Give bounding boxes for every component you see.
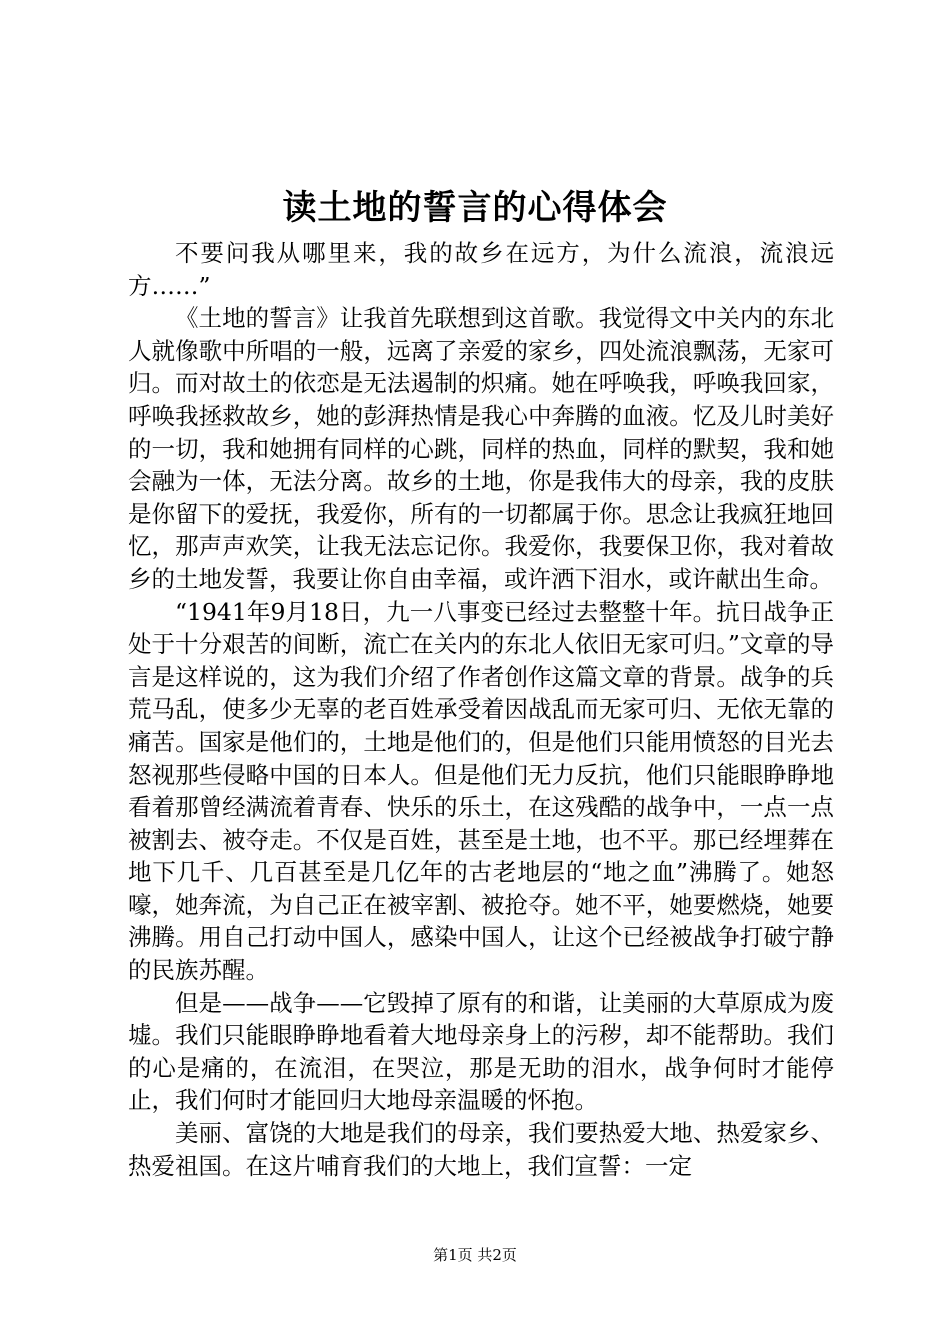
paragraph-1: 不要问我从哪里来，我的故乡在远方，为什么流浪，流浪远方……” — [128, 239, 834, 300]
document-title: 读土地的誓言的心得体会 — [282, 188, 668, 228]
document-body — [128, 237, 834, 1182]
paragraph-4: 但是——战争——它毁掉了原有的和谐，让美丽的大草原成为废墟。我们只能眼睁睁地看着大地母亲身上的污秽，却不能帮助。我们的心是痛的，在流泪，在哭泣，那是无助的泪水，战争何时才能停止，我们何时才能回归大地母亲温暖的怀抱。 — [128, 988, 834, 1115]
paragraph-5: 美丽、富饶的大地是我们的母亲，我们要热爱大地、热爱家乡、热爱祖国。在这片哺育我们的大地上，我们宣誓：一定 — [128, 1119, 834, 1180]
paragraph-3: “1941年9月18日，九一八事变已经过去整整十年。抗日战争正处于十分艰苦的间断，流亡在关内的东北人依旧无家可归。”文章的导言是这样说的，这为我们介绍了作者创作这篇文章的背景。战争的兵荒马乱，使多少无辜的老百姓承受着因战乱而无家可归、无依无靠的痛苦。国家是他们的，土地是他们的，但是他们只能用愤怒的目光去怒视那些侵略中国的日本人。但是他们无力反抗，他们只能眼睁睁地看着那曾经满流着青春、快乐的乐土，在这残酷的战争中，一点一点被割去、被夺走。不仅是百姓，甚至是土地，也不平。那已经埋葬在地下几千、几百甚至是几亿年的古老地层的“地之血”沸腾了。她怒嚎，她奔流，为自己正在被宰割、被抢夺。她不平，她要燃烧，她要沸腾。用自己打动中国人，感染中国人，让这个已经被战争打破宁静的民族苏醒。 — [128, 597, 834, 985]
paragraph-2: 《土地的誓言》让我首先联想到这首歌。我觉得文中关内的东北人就像歌中所唱的一般，远离了亲爱的家乡，四处流浪飘荡，无家可归。而对故土的依恋是无法遏制的炽痛。她在呼唤我，呼唤我回家，呼唤我拯救故乡，她的彭湃热情是我心中奔腾的血液。忆及儿时美好的一切，我和她拥有同样的心跳，同样的热血，同样的默契，我和她会融为一体，无法分离。故乡的土地，你是我伟大的母亲，我的皮肤是你留下的爱抚，我爱你，所有的一切都属于你。思念让我疯狂地回忆，那声声欢笑，让我无法忘记你。我爱你，我要保卫你，我对着故乡的土地发誓，我要让你自由幸福，或许洒下泪水，或许献出生命。 — [128, 304, 834, 593]
page-footer: 第1页 共2页 — [433, 1246, 517, 1264]
